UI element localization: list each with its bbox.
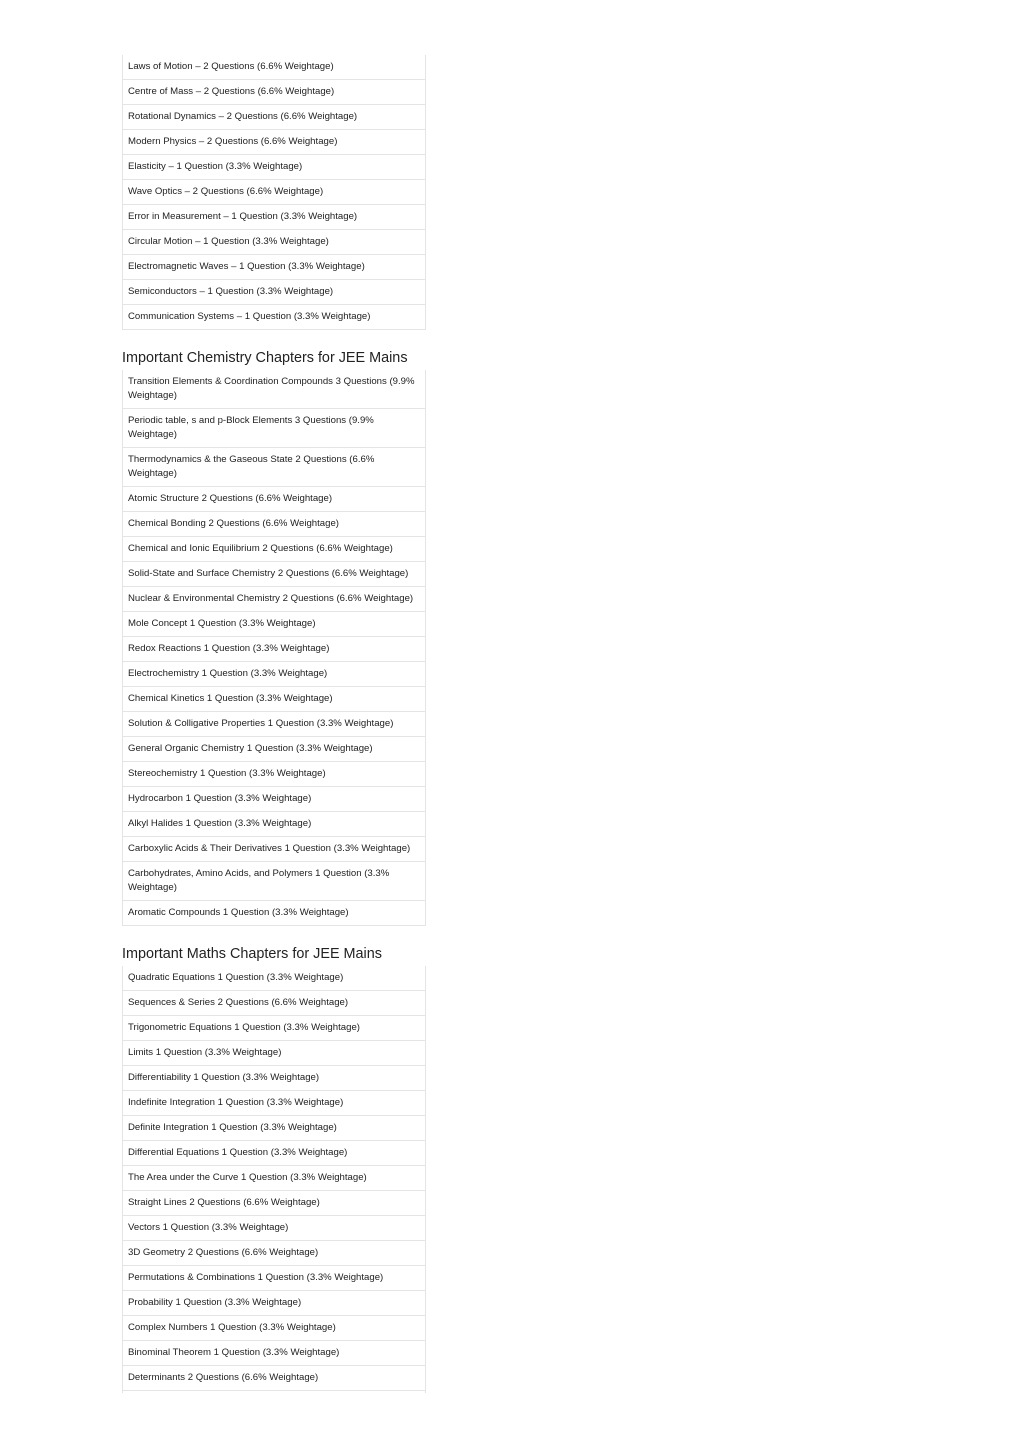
- maths-table-body: [123, 966, 426, 1393]
- table-cell: Indefinite Integration 1 Question (3.3% Weightage): [123, 1091, 426, 1116]
- maths-chapters-table: [122, 966, 426, 1393]
- chemistry-chapters-table: [122, 370, 426, 926]
- table-cell: Quadratic Equations 1 Question (3.3% Weightage): [123, 966, 426, 991]
- table-cell: Modern Physics – 2 Questions (6.6% Weightage): [123, 130, 426, 155]
- table-cell: Atomic Structure 2 Questions (6.6% Weightage): [123, 487, 426, 512]
- table-cell: Limits 1 Question (3.3% Weightage): [123, 1041, 426, 1066]
- table-row: [123, 737, 426, 762]
- table-cell: Solid-State and Surface Chemistry 2 Questions (6.6% Weightage): [123, 562, 426, 587]
- table-cell: Carbohydrates, Amino Acids, and Polymers 1 Question (3.3% Weightage): [123, 862, 426, 901]
- table-row: [123, 966, 426, 991]
- table-row: [123, 787, 426, 812]
- table-cell: Probability 1 Question (3.3% Weightage): [123, 1291, 426, 1316]
- table-row: [123, 1141, 426, 1166]
- table-cell: Sequences & Series 2 Questions (6.6% Weightage): [123, 991, 426, 1016]
- table-cell: Solution & Colligative Properties 1 Question (3.3% Weightage): [123, 712, 426, 737]
- table-row: [123, 280, 426, 305]
- table-row: [123, 80, 426, 105]
- table-row: [123, 512, 426, 537]
- table-row: [123, 130, 426, 155]
- table-row: [123, 1216, 426, 1241]
- table-row: [123, 205, 426, 230]
- table-cell: Rotational Dynamics – 2 Questions (6.6% Weightage): [123, 105, 426, 130]
- table-row: [123, 105, 426, 130]
- table-row: [123, 487, 426, 512]
- table-cell: Differentiability 1 Question (3.3% Weightage): [123, 1066, 426, 1091]
- table-cell: Hydrocarbon 1 Question (3.3% Weightage): [123, 787, 426, 812]
- table-cell: Complex Numbers 1 Question (3.3% Weightage): [123, 1316, 426, 1341]
- table-cell: Centre of Mass – 2 Questions (6.6% Weightage): [123, 80, 426, 105]
- table-row: [123, 862, 426, 901]
- table-row: [123, 901, 426, 926]
- table-cell: Periodic table, s and p-Block Elements 3 Questions (9.9% Weightage): [123, 409, 426, 448]
- table-cell: Chemical and Ionic Equilibrium 2 Questions (6.6% Weightage): [123, 537, 426, 562]
- chemistry-section-heading: Important Chemistry Chapters for JEE Mains: [122, 350, 408, 366]
- table-cell: Aromatic Compounds 1 Question (3.3% Weightage): [123, 901, 426, 926]
- table-row: [123, 1291, 426, 1316]
- table-row: [123, 687, 426, 712]
- table-row: [123, 1241, 426, 1266]
- chemistry-table-body: [123, 370, 426, 926]
- table-cell: Communication Systems – 1 Question (3.3% Weightage): [123, 305, 426, 330]
- table-cell: Circular Motion – 1 Question (3.3% Weightage): [123, 230, 426, 255]
- table-row: [123, 837, 426, 862]
- table-cell: Determinants 2 Questions (6.6% Weightage): [123, 1366, 426, 1391]
- table-cell: The Area under the Curve 1 Question (3.3% Weightage): [123, 1166, 426, 1191]
- table-cell: Alkyl Halides 1 Question (3.3% Weightage): [123, 812, 426, 837]
- table-row: [123, 587, 426, 612]
- table-cell: Redox Reactions 1 Question (3.3% Weightage): [123, 637, 426, 662]
- table-cell-empty: [123, 1391, 426, 1394]
- table-row: [123, 991, 426, 1016]
- table-row: [123, 1341, 426, 1366]
- table-row: [123, 1266, 426, 1291]
- table-cell: Transition Elements & Coordination Compounds 3 Questions (9.9% Weightage): [123, 370, 426, 409]
- table-cell: Elasticity – 1 Question (3.3% Weightage): [123, 155, 426, 180]
- table-row: [123, 562, 426, 587]
- table-row: [123, 409, 426, 448]
- table-cell: Thermodynamics & the Gaseous State 2 Questions (6.6% Weightage): [123, 448, 426, 487]
- table-row: [123, 762, 426, 787]
- table-row: [123, 1016, 426, 1041]
- table-row: [123, 55, 426, 80]
- table-row: [123, 1316, 426, 1341]
- table-cell: Electrochemistry 1 Question (3.3% Weightage): [123, 662, 426, 687]
- table-row: [123, 1091, 426, 1116]
- table-row: [123, 230, 426, 255]
- table-cell: Laws of Motion – 2 Questions (6.6% Weightage): [123, 55, 426, 80]
- table-cell: Differential Equations 1 Question (3.3% Weightage): [123, 1141, 426, 1166]
- table-row: [123, 662, 426, 687]
- table-cell: Wave Optics – 2 Questions (6.6% Weightage): [123, 180, 426, 205]
- physics-table-body: [123, 55, 426, 330]
- table-cell: Error in Measurement – 1 Question (3.3% Weightage): [123, 205, 426, 230]
- table-cell: Vectors 1 Question (3.3% Weightage): [123, 1216, 426, 1241]
- table-cell: Binominal Theorem 1 Question (3.3% Weightage): [123, 1341, 426, 1366]
- table-row: [123, 1041, 426, 1066]
- table-row: [123, 370, 426, 409]
- table-row: [123, 637, 426, 662]
- table-cell: Nuclear & Environmental Chemistry 2 Questions (6.6% Weightage): [123, 587, 426, 612]
- table-cell: Carboxylic Acids & Their Derivatives 1 Question (3.3% Weightage): [123, 837, 426, 862]
- table-row: [123, 1166, 426, 1191]
- table-cell: Straight Lines 2 Questions (6.6% Weightage): [123, 1191, 426, 1216]
- table-row: [123, 812, 426, 837]
- table-row: [123, 448, 426, 487]
- table-row: [123, 1116, 426, 1141]
- document-page: [122, 55, 426, 1393]
- table-row: [123, 612, 426, 637]
- table-cell: Permutations & Combinations 1 Question (3.3% Weightage): [123, 1266, 426, 1291]
- table-cell: Mole Concept 1 Question (3.3% Weightage): [123, 612, 426, 637]
- table-row: [123, 255, 426, 280]
- table-row-continuation: [123, 1391, 426, 1394]
- table-row: [123, 712, 426, 737]
- table-cell: Chemical Bonding 2 Questions (6.6% Weightage): [123, 512, 426, 537]
- table-row: [123, 537, 426, 562]
- table-cell: 3D Geometry 2 Questions (6.6% Weightage): [123, 1241, 426, 1266]
- maths-section-heading: Important Maths Chapters for JEE Mains: [122, 946, 382, 962]
- table-cell: General Organic Chemistry 1 Question (3.3% Weightage): [123, 737, 426, 762]
- table-cell: Definite Integration 1 Question (3.3% Weightage): [123, 1116, 426, 1141]
- table-cell: Stereochemistry 1 Question (3.3% Weightage): [123, 762, 426, 787]
- table-row: [123, 1366, 426, 1391]
- table-row: [123, 1066, 426, 1091]
- table-cell: Chemical Kinetics 1 Question (3.3% Weightage): [123, 687, 426, 712]
- table-cell: Trigonometric Equations 1 Question (3.3% Weightage): [123, 1016, 426, 1041]
- table-row: [123, 305, 426, 330]
- physics-chapters-table: [122, 55, 426, 330]
- table-cell: Semiconductors – 1 Question (3.3% Weightage): [123, 280, 426, 305]
- table-row: [123, 180, 426, 205]
- table-row: [123, 155, 426, 180]
- table-row: [123, 1191, 426, 1216]
- table-cell: Electromagnetic Waves – 1 Question (3.3% Weightage): [123, 255, 426, 280]
